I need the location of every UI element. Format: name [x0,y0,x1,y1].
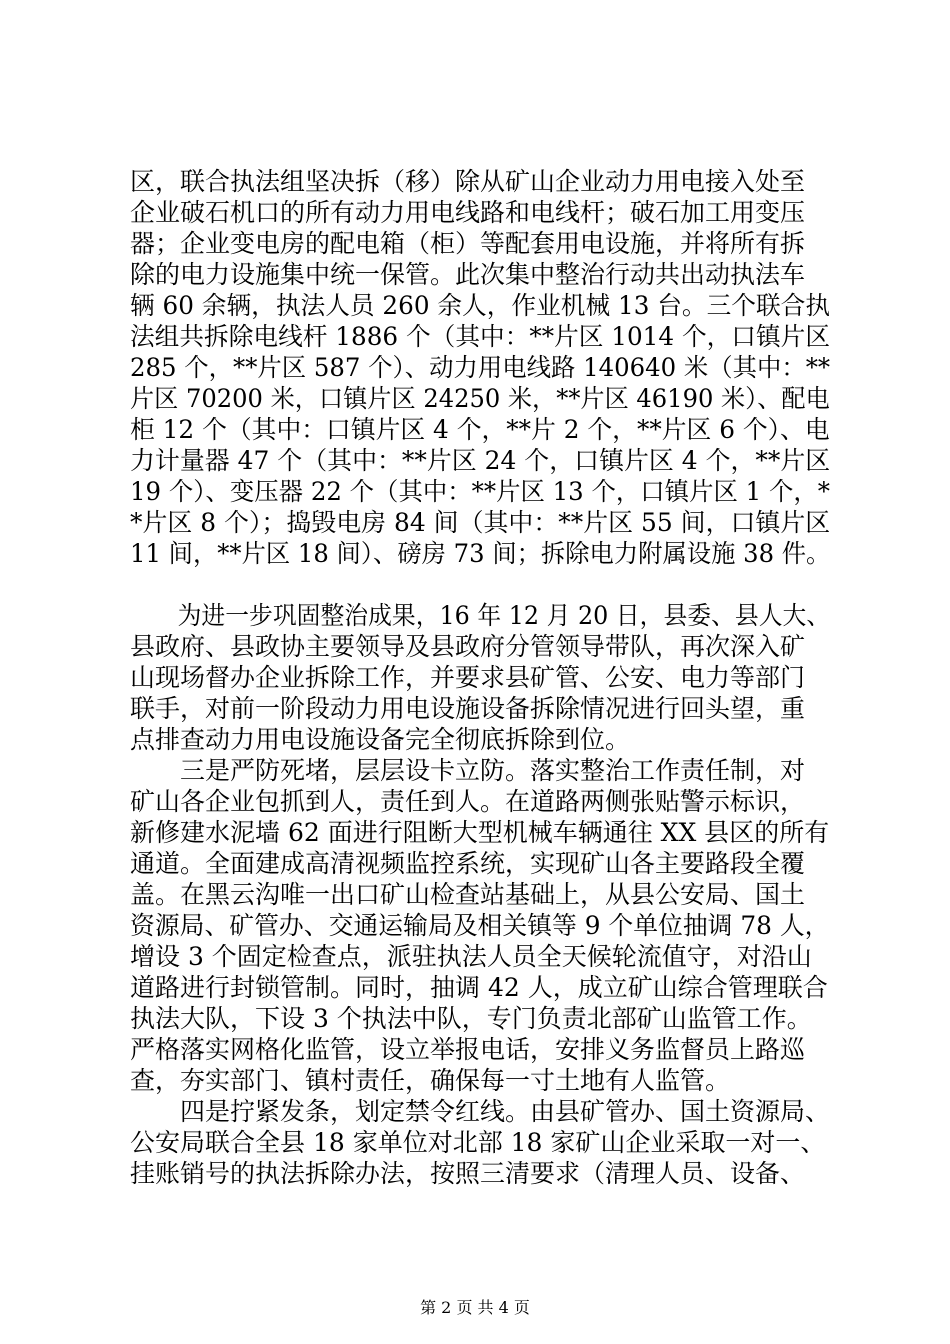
text-line: 联手，对前一阶段动力用电设施设备拆除情况进行回头望，重 [130,694,806,723]
page-footer: 第 2 页 共 4 页 [420,1298,530,1317]
text-line: *片区 8 个）；捣毁电房 84 间（其中：**片区 55 间，口镇片区 [130,508,831,537]
text-line: 器；企业变电房的配电箱（柜）等配套用电设施，并将所有拆 [130,229,806,258]
text-line: 企业破石机口的所有动力用电线路和电线杆；破石加工用变压 [130,198,806,227]
text-line: 公安局联合全县 18 家单位对北部 18 家矿山企业采取一对一、 [130,1128,826,1157]
text-line: 县政府、县政协主要领导及县政府分管领导带队，再次深入矿 [130,632,806,661]
text-line: 资源局、矿管办、交通运输局及相关镇等 9 个单位抽调 78 人， [130,911,830,940]
text-line: 法组共拆除电线杆 1886 个（其中：**片区 1014 个，口镇片区 [130,322,831,351]
text-line: 点排查动力用电设施设备完全彻底拆除到位。 [130,725,631,754]
text-line: 11 间，**片区 18 间）、磅房 73 间；拆除电力附属设施 38 件。 [130,539,831,568]
text-line: 除的电力设施集中统一保管。此次集中整治行动共出动执法车 [130,260,806,289]
text-line: 辆 60 余辆，执法人员 260 余人，作业机械 13 台。三个联合执 [130,291,831,320]
text-line: 挂账销号的执法拆除办法，按照三清要求（清理人员、设备、 [130,1159,806,1188]
text-line: 矿山各企业包抓到人，责任到人。在道路两侧张贴警示标识， [130,787,806,816]
text-line: 为进一步巩固整治成果，16 年 12 月 20 日，县委、县人大、 [130,601,831,630]
text-line: 19 个）、变压器 22 个（其中：**片区 13 个，口镇片区 1 个，* [130,477,830,506]
text-line: 山现场督办企业拆除工作，并要求县矿管、公安、电力等部门 [130,663,806,692]
text-line: 四是拧紧发条，划定禁令红线。由县矿管办、国土资源局、 [130,1097,831,1126]
text-line: 片区 70200 米，口镇片区 24250 米，**片区 46190 米）、配电 [130,384,830,413]
text-line: 执法大队，下设 3 个执法中队，专门负责北部矿山监管工作。 [130,1004,812,1033]
text-line: 新修建水泥墙 62 面进行阻断大型机械车辆通往 XX 县区的所有 [130,818,830,847]
text-line: 285 个，**片区 587 个）、动力用电线路 140640 米（其中：** [130,353,831,382]
text-line: 区，联合执法组坚决拆（移）除从矿山企业动力用电接入处至 [130,167,806,196]
text-line: 查，夯实部门、镇村责任，确保每一寸土地有人监管。 [130,1066,731,1095]
text-line: 通道。全面建成高清视频监控系统，实现矿山各主要路段全覆 [130,849,806,878]
text-line: 道路进行封锁管制。同时，抽调 42 人，成立矿山综合管理联合 [130,973,828,1002]
text-line: 增设 3 个固定检查点，派驻执法人员全天候轮流值守，对沿山 [130,942,812,971]
text-line: 严格落实网格化监管，设立举报电话，安排义务监督员上路巡 [130,1035,806,1064]
text-line: 力计量器 47 个（其中：**片区 24 个，口镇片区 4 个，**片区 [130,446,831,475]
text-line: 盖。在黑云沟唯一出口矿山检查站基础上，从县公安局、国土 [130,880,806,909]
text-line: 柜 12 个（其中：口镇片区 4 个，**片 2 个，**片区 6 个）、电 [130,415,830,444]
text-line: 三是严防死堵，层层设卡立防。落实整治工作责任制，对 [130,756,806,785]
